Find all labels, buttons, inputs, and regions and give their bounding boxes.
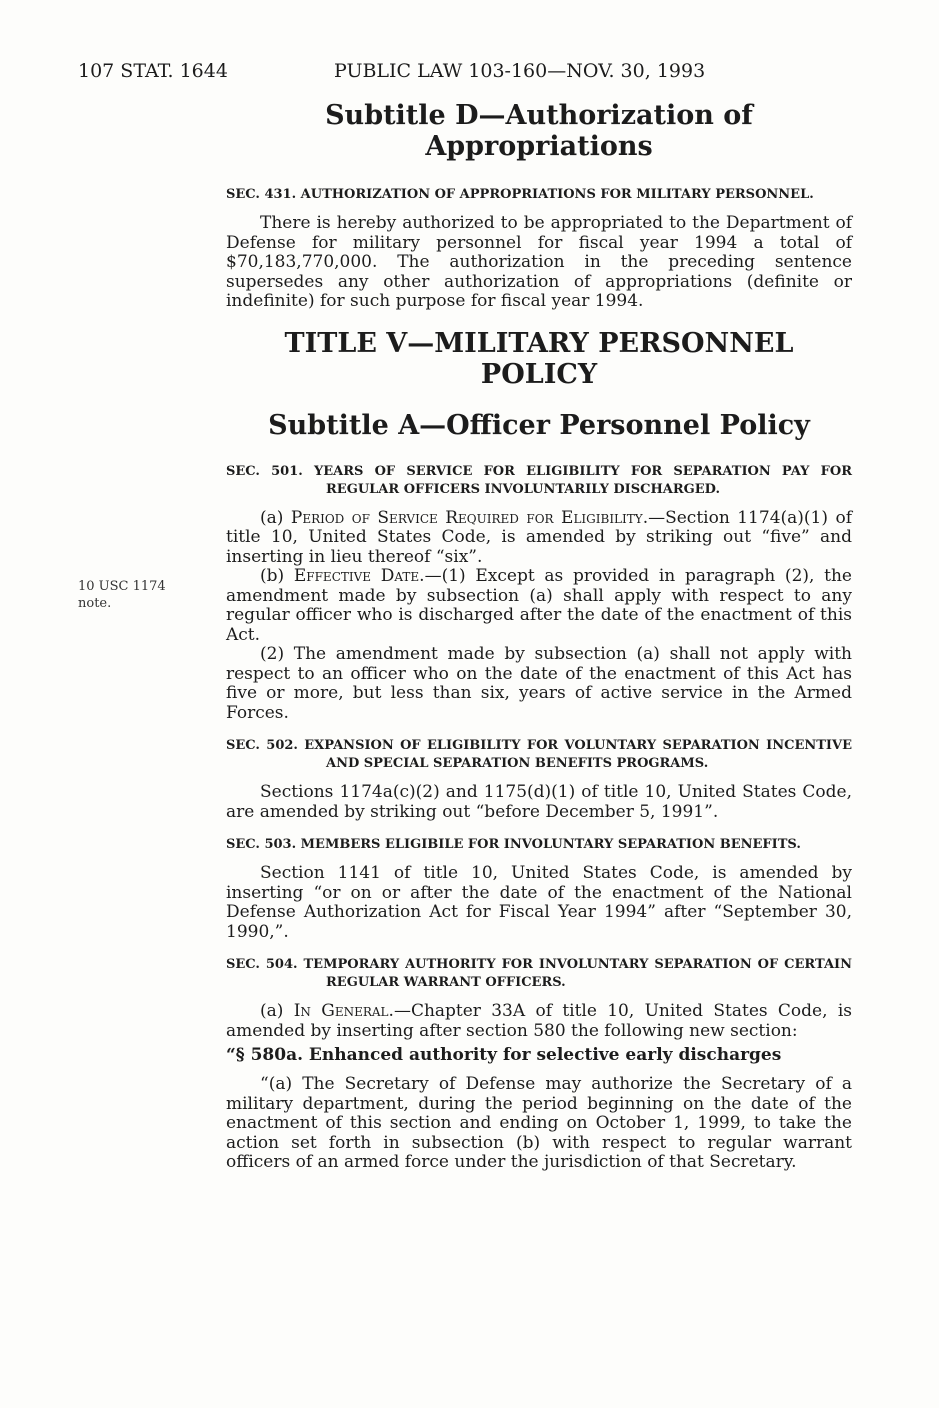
sec-504-a-caption: In General. <box>293 1001 394 1021</box>
sec-501-b <box>226 567 852 645</box>
section-580a-text: “(a) The Secretary of Defense may authorize the Secretary of a military department, during the period beginning on the date of the enactment of this section and ending on October 1, 1999, to take the action set forth in subsection (b) with respect to regular warrant officers of an armed force under the jurisdiction of that Secretary. <box>226 1074 852 1172</box>
section-580a-heading: “§ 580a. Enhanced authority for selective early discharges <box>226 1045 782 1065</box>
sec-502-text: Sections 1174a(c)(2) and 1175(d)(1) of title 10, United States Code, are amended by striking out “before December 5, 1991”. <box>226 782 852 822</box>
sec-501-b2: (2) The amendment made by subsection (a) shall not apply with respect to an officer who on the date of the enactment of this Act has five or more, but less than six, years of active service in the Armed Forces. <box>226 644 852 723</box>
title-v-heading <box>226 328 852 390</box>
sec-501-heading: SEC. 501. YEARS OF SERVICE FOR ELIGIBILITY FOR SEPARATION PAY FOR REGULAR OFFICERS INVOLUNTARILY DISCHARGED. <box>226 463 852 497</box>
sec-501-b-text: —(1) Except as provided in paragraph (2), the amendment made by subsection (a) shall apply with respect to any regular officer who is discharged after the date of the enactment of this Act. <box>226 566 852 645</box>
sec-501-b-caption: Effective Date. <box>293 566 425 586</box>
page-body <box>226 100 852 1173</box>
sec-501-a-label: (a) <box>260 507 291 528</box>
sec-431-text: There is hereby authorized to be appropriated to the Department of Defense for military personnel for fiscal year 1994 a total of $70,183,770,000. The authorization in the preceding sentence supersedes any other authorization of appropriations (definite or indefinite) for such purpose for fiscal year 1994. <box>226 213 852 311</box>
sec-431-heading: SEC. 431. AUTHORIZATION OF APPROPRIATIONS FOR MILITARY PERSONNEL. <box>226 187 814 202</box>
sec-504-heading: SEC. 504. TEMPORARY AUTHORITY FOR INVOLUNTARY SEPARATION OF CERTAIN REGULAR WARRANT OFFICERS. <box>226 957 852 990</box>
page-stat-number: 107 STAT. 1644 <box>78 60 228 82</box>
running-header: PUBLIC LAW 103-160—NOV. 30, 1993 <box>334 60 706 82</box>
subtitle-d-line1: Subtitle D—Authorization of <box>325 100 753 131</box>
margin-note-suffix: note. <box>78 596 112 611</box>
sec-504-a-text: —Chapter 33A of title 10, United States Code, is amended by inserting after section 580 the following new section: <box>226 1001 852 1041</box>
title-v-line1: TITLE V—MILITARY PERSONNEL <box>284 327 794 359</box>
sec-504-a <box>226 1002 852 1041</box>
sec-501-a <box>226 509 852 568</box>
sec-503-text: Section 1141 of title 10, United States Code, is amended by inserting “or on or after the date of the enactment of the National Defense Authorization Act for Fiscal Year 1994” after “September 30, 1990,”. <box>226 863 852 942</box>
sec-501-a-caption: Period of Service Required for Eligibility. <box>290 507 649 528</box>
sec-501-a-text: —Section 1174(a)(1) of title 10, United States Code, is amended by striking out “five” and inserting in lieu thereof “six”. <box>226 507 852 567</box>
sec-504-a-label: (a) <box>260 1001 294 1021</box>
margin-note <box>78 578 166 612</box>
margin-note-citation: 10 USC 1174 <box>78 579 166 594</box>
sec-503-heading: SEC. 503. MEMBERS ELIGIBILE FOR INVOLUNTARY SEPARATION BENEFITS. <box>226 837 801 852</box>
subtitle-d-heading <box>226 100 852 162</box>
title-v-line2: POLICY <box>480 358 598 390</box>
sec-502-heading: SEC. 502. EXPANSION OF ELIGIBILITY FOR VOLUNTARY SEPARATION INCENTIVE AND SPECIAL SEPARATION BENEFITS PROGRAMS. <box>226 738 852 771</box>
subtitle-a-heading: Subtitle A—Officer Personnel Policy <box>268 409 810 441</box>
sec-501-b-label: (b) <box>260 566 294 586</box>
subtitle-d-line2: Appropriations <box>425 131 653 162</box>
